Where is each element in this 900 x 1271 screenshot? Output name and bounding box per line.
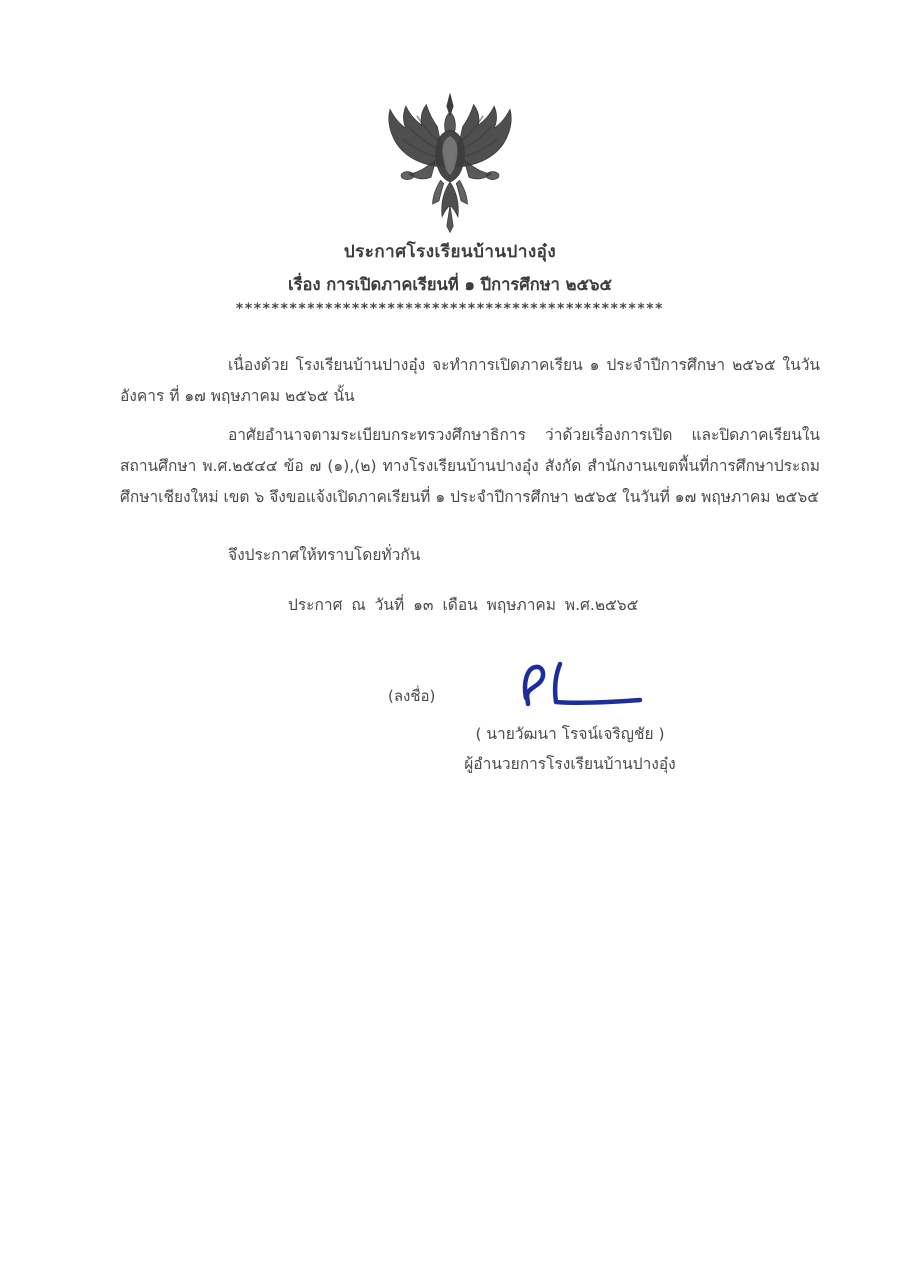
signature-label: (ลงชื่อ)	[388, 687, 436, 705]
document-subject: เรื่อง การเปิดภาคเรียนที่ ๑ ปีการศึกษา ๒๕๖๕	[288, 275, 612, 294]
announcement-date-line: ประกาศ ณ วันที่ ๑๓ เดือน พฤษภาคม พ.ศ.๒๕๖๕	[288, 596, 639, 614]
signer-block	[415, 719, 725, 779]
paragraph-opening-semester: เนื่องด้วย โรงเรียนบ้านปางอุ๋ง จะทำการเปิดภาคเรียน ๑ ประจำปีการศึกษา ๒๕๖๕ ในวันอังคาร ที่ ๑๗ พฤษภาคม ๒๕๖๕ นั้น	[120, 355, 820, 405]
asterisk-divider: ************************************************	[235, 301, 665, 317]
handwritten-signature	[512, 652, 652, 720]
document-title: ประกาศโรงเรียนบ้านปางอุ๋ง	[343, 242, 557, 262]
signer-name: ( นายวัฒนา โรจน์เจริญชัย )	[475, 725, 665, 743]
signer-position: ผู้อำนวยการโรงเรียนบ้านปางอุ๋ง	[464, 755, 676, 773]
paragraph-authority-reference: อาศัยอำนาจตามระเบียบกระทรวงศึกษาธิการ ว่าด้วยเรื่องการเปิด และปิดภาคเรียนในสถานศึกษา พ.ศ.๒๕๔๔ ข้อ ๗ (๑),(๒) ทางโรงเรียนบ้านปางอุ๋ง สังกัด สำนักงานเขตพื้นที่การศึกษาประถมศึกษาเชียงใหม่ เขต ๖ จึงขอแจ้งเปิดภาคเรียนที่ ๑ ประจำปีการศึกษา ๒๕๖๕ ในวันที่ ๑๗ พฤษภาคม ๒๕๖๕	[120, 425, 820, 506]
closing-statement: จึงประกาศให้ทราบโดยทั่วกัน	[228, 546, 421, 564]
garuda-emblem-icon	[370, 92, 530, 234]
